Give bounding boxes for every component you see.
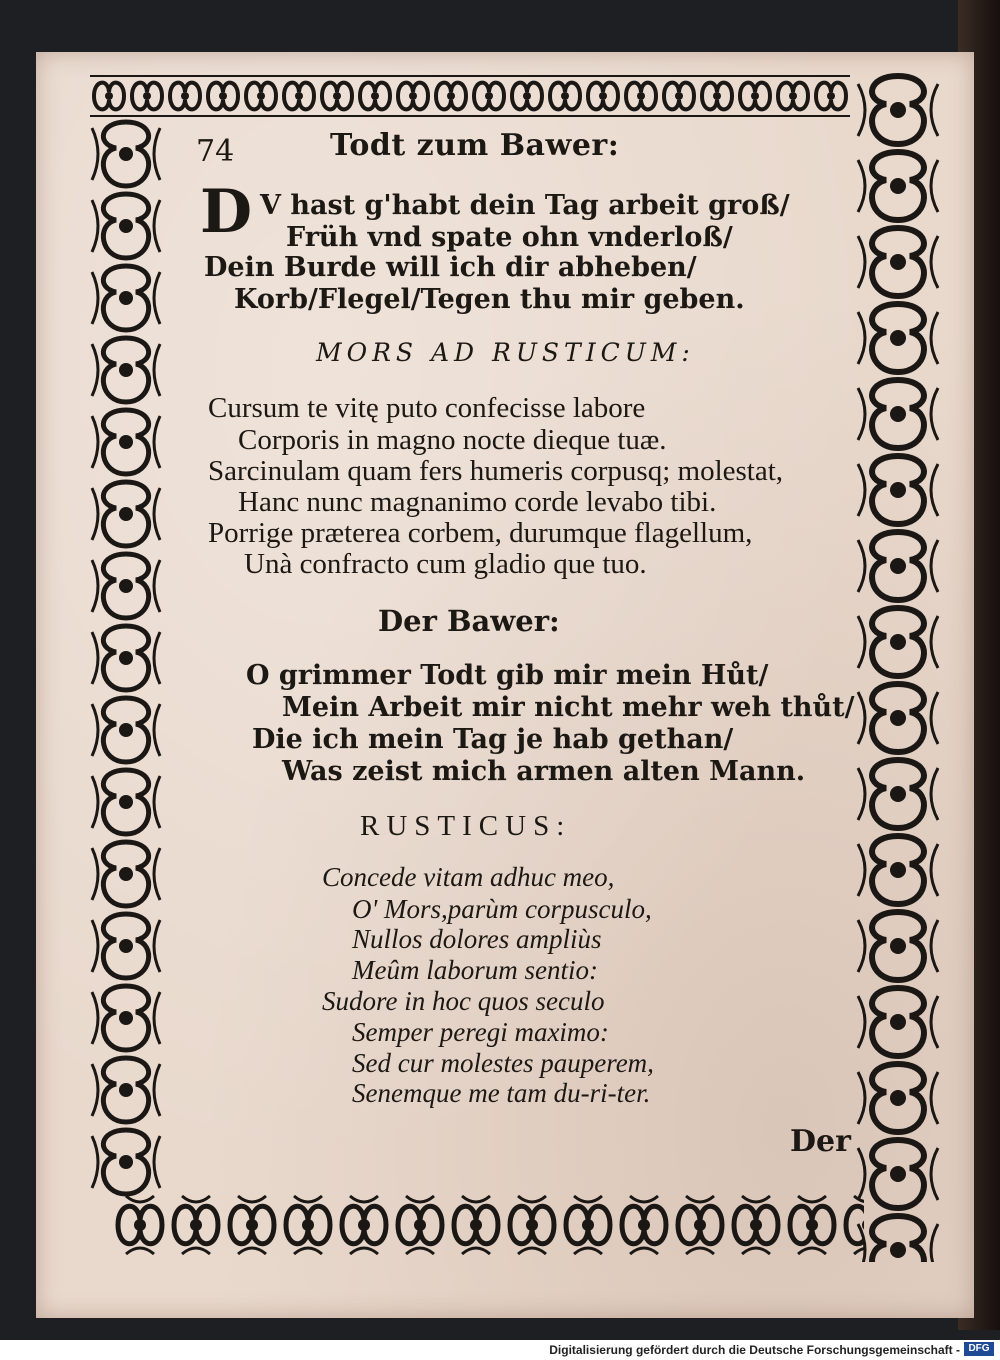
verse-line: Dein Burde will ich dir abheben/ <box>204 252 697 283</box>
latin-verse-line: Hanc nunc magnanimo corde levabo tibi. <box>238 486 717 518</box>
catchword: Der <box>790 1124 851 1159</box>
verse-line: O grimmer Todt gib mir mein Hůt/ <box>246 660 769 691</box>
running-head: Todt zum Bawer: <box>330 128 620 163</box>
verse-line: Mein Arbeit mir nicht mehr weh thůt/ <box>282 692 855 723</box>
italic-verse-line: Meûm laborum sentio: <box>352 955 598 985</box>
verse-line: Was zeist mich armen alten Mann. <box>282 756 806 787</box>
section-heading-rusticus: RUSTICUS: <box>360 810 572 842</box>
latin-verse-line: Corporis in magno nocte dieque tuæ. <box>238 424 667 456</box>
section-heading-bawer: Der Bawer: <box>378 604 560 638</box>
drop-capital: D <box>200 177 253 247</box>
latin-verse-line: Unà confracto cum gladio que tuo. <box>244 548 647 580</box>
footer-credit-text: Digitalisierung gefördert durch die Deutsche Forschungsgemeinschaft - <box>549 1343 960 1357</box>
italic-verse-line: Nullos dolores ampliùs <box>352 924 602 954</box>
latin-verse-line: Porrige præterea corbem, durumque flagellum, <box>208 517 753 549</box>
italic-verse-line: O' Mors,parùm corpusculo, <box>352 894 652 924</box>
section-heading-latin: MORS AD RUSTICUM: <box>316 338 695 367</box>
verse-line: Korb/Flegel/Tegen thu mir geben. <box>234 284 745 315</box>
dfg-logo[interactable]: DFG <box>964 1342 994 1356</box>
italic-verse-line: Semper peregi maximo: <box>352 1017 609 1047</box>
ornament-border-left <box>86 118 166 1198</box>
ornament-border-top <box>90 72 850 120</box>
page-number: 74 <box>196 134 235 169</box>
latin-verse-line: Cursum te vitę puto confecisse labore <box>208 392 646 424</box>
latin-verse-line: Sarcinulam quam fers humeris corpusq; molestat, <box>208 455 784 487</box>
ornament-border-bottom <box>112 1190 864 1260</box>
verse-line: Die ich mein Tag je hab gethan/ <box>252 724 734 755</box>
verse-line: V hast g'habt dein Tag arbeit groß/ <box>260 190 790 221</box>
italic-verse-line: Concede vitam adhuc meo, <box>322 862 615 892</box>
ornament-border-right <box>850 72 946 1262</box>
italic-verse-line: Senemque me tam du-ri-ter. <box>352 1078 651 1108</box>
italic-verse-line: Sudore in hoc quos seculo <box>322 986 605 1016</box>
footer-bar <box>0 1340 1000 1360</box>
verse-line: Früh vnd spate ohn vnderloß/ <box>286 222 733 253</box>
italic-verse-line: Sed cur molestes pauperem, <box>352 1048 654 1078</box>
